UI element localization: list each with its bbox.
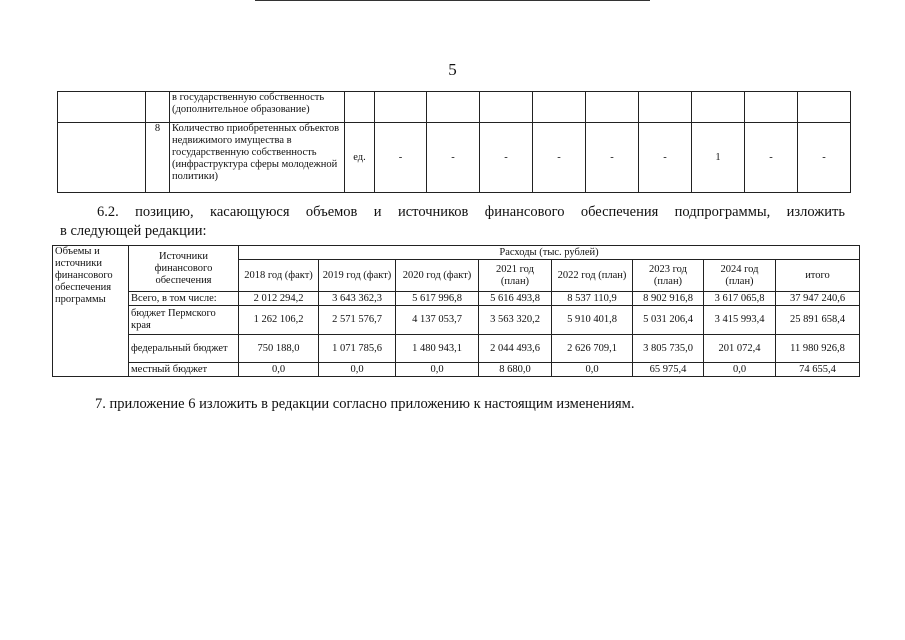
expenses-header-cell: Расходы (тыс. рублей) <box>239 246 860 260</box>
value-cell: 3 805 735,0 <box>633 335 704 363</box>
paragraph-6-2 <box>60 203 845 241</box>
table-row <box>58 92 851 123</box>
value-cell: - <box>586 123 639 193</box>
value-cell: 0,0 <box>552 363 633 377</box>
source-cell: местный бюджет <box>129 363 239 377</box>
value-cell: 0,0 <box>396 363 479 377</box>
row-header-cell: Объемы и источники финансового обеспечения программы <box>53 246 129 377</box>
table-row <box>53 306 860 335</box>
total-header-cell: итого <box>776 260 860 292</box>
unit-cell: ед. <box>345 123 375 193</box>
value-cell: 65 975,4 <box>633 363 704 377</box>
page-top-rule <box>255 0 650 1</box>
value-cell <box>798 92 851 123</box>
value-cell: 0,0 <box>319 363 396 377</box>
year-header-cell: 2023 год (план) <box>633 260 704 292</box>
value-cell: 2 012 294,2 <box>239 292 319 306</box>
value-cell: - <box>639 123 692 193</box>
paragraph-7: 7. приложение 6 изложить в редакции согласно приложению к настоящим изменениям. <box>95 396 635 412</box>
value-cell <box>745 92 798 123</box>
value-cell: 1 <box>692 123 745 193</box>
table-row <box>53 363 860 377</box>
value-cell: 37 947 240,6 <box>776 292 860 306</box>
table-row <box>53 335 860 363</box>
value-cell <box>639 92 692 123</box>
value-cell <box>586 92 639 123</box>
value-cell: - <box>745 123 798 193</box>
value-cell: 25 891 658,4 <box>776 306 860 335</box>
table-row <box>53 292 860 306</box>
value-cell: 0,0 <box>239 363 319 377</box>
paragraph-6-2-line2: в следующей редакции: <box>60 223 207 239</box>
value-cell: 0,0 <box>704 363 776 377</box>
year-header-cell: 2019 год (факт) <box>319 260 396 292</box>
value-cell: 2 044 493,6 <box>479 335 552 363</box>
value-cell: 750 188,0 <box>239 335 319 363</box>
year-header-cell: 2021 год (план) <box>479 260 552 292</box>
year-header-cell: 2018 год (факт) <box>239 260 319 292</box>
value-cell: 8 680,0 <box>479 363 552 377</box>
value-cell: 5 031 206,4 <box>633 306 704 335</box>
blank-cell <box>58 123 146 193</box>
value-cell: 3 563 320,2 <box>479 306 552 335</box>
value-cell: 201 072,4 <box>704 335 776 363</box>
source-cell: бюджет Пермского края <box>129 306 239 335</box>
value-cell <box>375 92 427 123</box>
year-header-cell: 2024 год (план) <box>704 260 776 292</box>
value-cell: 74 655,4 <box>776 363 860 377</box>
value-cell: 4 137 053,7 <box>396 306 479 335</box>
value-cell: - <box>798 123 851 193</box>
value-cell: 2 571 576,7 <box>319 306 396 335</box>
value-cell: 11 980 926,8 <box>776 335 860 363</box>
value-cell: 2 626 709,1 <box>552 335 633 363</box>
value-cell <box>533 92 586 123</box>
indicator-name-cell: Количество приобретенных объектов недвижимого имущества в государственную собственность (инфраструктура сферы молодежной политики) <box>170 123 345 193</box>
indicators-table <box>57 91 851 193</box>
value-cell: 3 617 065,8 <box>704 292 776 306</box>
value-cell: 5 910 401,8 <box>552 306 633 335</box>
value-cell: 5 616 493,8 <box>479 292 552 306</box>
value-cell <box>480 92 533 123</box>
year-header-cell: 2022 год (план) <box>552 260 633 292</box>
value-cell: 5 617 996,8 <box>396 292 479 306</box>
value-cell: - <box>533 123 586 193</box>
value-cell <box>692 92 745 123</box>
header-row <box>53 246 860 260</box>
page-number: 5 <box>448 60 457 79</box>
value-cell: 3 643 362,3 <box>319 292 396 306</box>
paragraph-6-2-line1: 6.2. позицию, касающуюся объемов и источников финансового обеспечения подпрограммы, изложить <box>97 204 845 220</box>
year-header-cell: 2020 год (факт) <box>396 260 479 292</box>
source-cell: федеральный бюджет <box>129 335 239 363</box>
value-cell: 8 902 916,8 <box>633 292 704 306</box>
table-row <box>58 123 851 193</box>
blank-cell <box>58 92 146 123</box>
value-cell: 8 537 110,9 <box>552 292 633 306</box>
value-cell: 1 071 785,6 <box>319 335 396 363</box>
value-cell: - <box>480 123 533 193</box>
value-cell: - <box>375 123 427 193</box>
unit-cell <box>345 92 375 123</box>
row-number-cell: 8 <box>146 123 170 193</box>
value-cell: 1 480 943,1 <box>396 335 479 363</box>
indicator-name-cell: в государственную собственность (дополнительное образование) <box>170 92 345 123</box>
sources-header-cell: Источники финансового обеспечения <box>129 246 239 292</box>
row-number-cell <box>146 92 170 123</box>
value-cell <box>427 92 480 123</box>
source-cell: Всего, в том числе: <box>129 292 239 306</box>
financing-table <box>52 245 860 377</box>
value-cell: 1 262 106,2 <box>239 306 319 335</box>
value-cell: 3 415 993,4 <box>704 306 776 335</box>
value-cell: - <box>427 123 480 193</box>
